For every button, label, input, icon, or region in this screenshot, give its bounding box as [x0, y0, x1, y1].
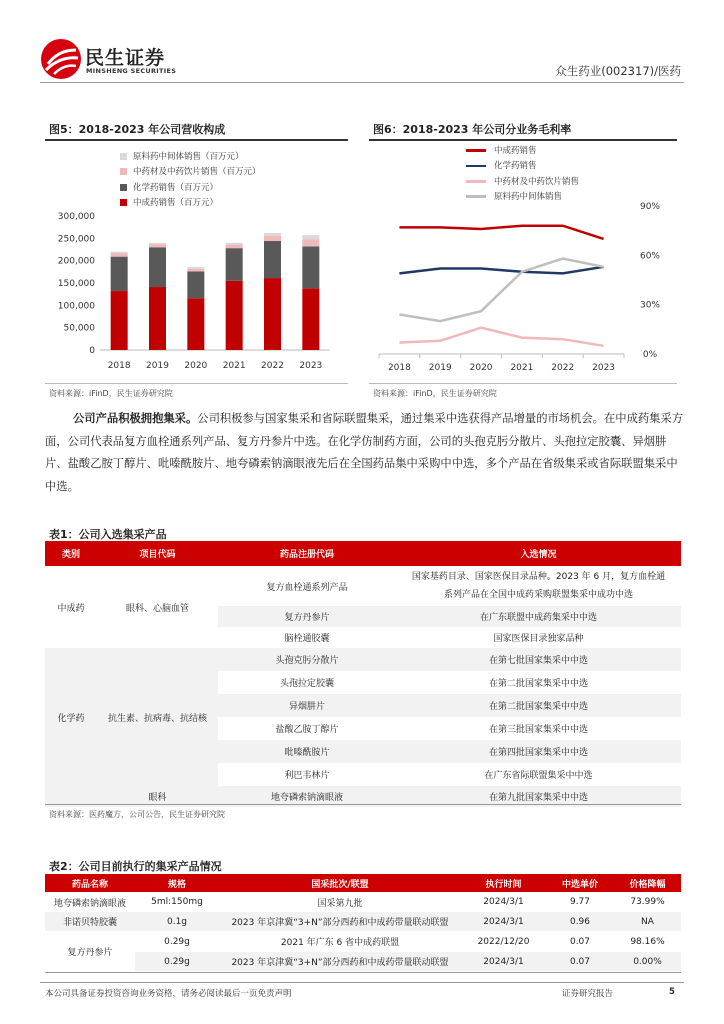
fig6-title: 图6：2018-2023 年公司分业务毛利率 — [373, 123, 572, 136]
table1-bottom-rule — [45, 804, 681, 805]
bar-segment — [111, 252, 128, 253]
x-tick-label: 2018 — [387, 363, 411, 373]
series-line — [399, 259, 603, 322]
table1-status: 在广东联盟中成药集采中中选 — [396, 606, 681, 627]
bar-segment — [226, 243, 243, 245]
table1-status: 在第三批国家集采中中选 — [488, 725, 588, 735]
table2-price: 0.07 — [569, 936, 591, 947]
y-tick-label: 60% — [639, 251, 661, 262]
table1-header-row — [45, 541, 681, 566]
table2-header: 药品名称 — [45, 874, 135, 892]
table1-drug: 头孢克肟分散片 — [218, 648, 396, 671]
bar-segment — [302, 239, 319, 246]
fig5-source-rule — [45, 383, 348, 384]
table2-name: 地夸磷索钠滴眼液 — [53, 898, 126, 909]
fig6-legend-item: 原料药中间体销售 — [466, 190, 579, 205]
table2-batch: 2023 年京津冀“3+N”部分西药和中成药带量联动联盟 — [219, 952, 461, 971]
table1-header: 项目代码 — [97, 541, 218, 566]
table1-drug: 盐酸乙胺丁醇片 — [275, 725, 339, 735]
fig6-legend-item: 中成药销售 — [466, 144, 579, 159]
legend-swatch — [120, 168, 127, 175]
x-tick-label: 2021 — [222, 361, 246, 371]
bar-segment — [187, 269, 204, 272]
fig6-legend-item: 化学药销售 — [466, 159, 579, 174]
bar-segment — [149, 244, 166, 247]
table2-header: 国采批次/联盟 — [219, 874, 461, 892]
bar-segment — [302, 288, 319, 350]
bar-segment — [111, 257, 128, 291]
x-tick-label: 2022 — [551, 363, 575, 373]
fig6-source-rule — [369, 383, 677, 384]
table-row — [45, 892, 681, 912]
table-row — [45, 648, 681, 671]
paragraph-body: 公司积极参与国家集采和省际联盟集采，通过集采中选获得产品增量的市场机会。在中成药集采方面，公司代表品复方血栓通系列产品、复方丹参片中选。在化学仿制药方面，公司的头孢克肟分散片、头孢拉定胶囊、异烟肼片、盐酸乙胺丁醇片、吡嗪酰胺片、地夸磷索钠滴眼液先后在全国药品集中采购中中选，多个产品在省级集采或省际联盟集采中中选。 — [45, 412, 684, 493]
y-tick-label: 90% — [639, 202, 661, 212]
table1-header: 类别 — [45, 541, 97, 566]
y-tick-label: 30% — [639, 300, 661, 311]
table2-batch: 2023 年京津冀“3+N”部分西药和中成药带量联动联盟 — [219, 912, 461, 931]
bar-segment — [187, 271, 204, 298]
table-row — [45, 566, 681, 606]
x-tick-label: 2023 — [592, 363, 616, 373]
table1-drug: 头孢拉定胶囊 — [279, 679, 334, 689]
table1 — [45, 541, 681, 807]
table2-bottom-rule — [45, 972, 681, 973]
bar-segment — [149, 287, 166, 350]
table1-status: 在广东省际联盟集采中中选 — [484, 771, 593, 781]
y-tick-label: 0 — [89, 346, 95, 356]
x-tick-label: 2019 — [428, 363, 452, 373]
series-line — [399, 267, 603, 274]
table2-date: 2024/3/1 — [483, 897, 524, 907]
y-tick-label: 50,000 — [63, 323, 95, 334]
series-line — [399, 328, 603, 346]
table2-spec: 0.29g — [135, 952, 219, 971]
table1-drug: 利巴韦林片 — [284, 771, 330, 781]
table2-drop: NA — [614, 912, 681, 931]
page-number: 5 — [669, 987, 675, 997]
report-subject: 众生药业(002317)/医药 — [555, 64, 681, 78]
legend-swatch — [120, 184, 127, 191]
fig5-legend-item: 化学药销售（百万元） — [120, 181, 261, 196]
table2-header-row — [45, 874, 681, 892]
bar-segment — [226, 248, 243, 281]
table2-date: 2022/12/20 — [477, 936, 530, 947]
fig6-source: 资料来源：iFinD，民生证券研究院 — [373, 389, 497, 398]
table1-drug: 地夸磷索钠滴眼液 — [218, 786, 396, 807]
table2-batch: 国采第九批 — [317, 898, 363, 909]
table1-status: 国家医保目录独家品种 — [493, 634, 584, 644]
y-tick-label: 300,000 — [57, 212, 95, 222]
table2-drop: 0.00% — [614, 952, 681, 971]
logo-english: MINSHENG SECURITIES — [86, 67, 177, 75]
table2-header: 价格降幅 — [614, 874, 681, 892]
table2-drop: 73.99% — [630, 897, 665, 907]
bar-segment — [226, 281, 243, 350]
bar-segment — [111, 291, 128, 350]
table1-status: 国家基药目录、国家医保目录品种。2023 年 6 月，复方血栓通系列产品在全国中成药采购联盟集采中成功中选 — [411, 572, 666, 600]
table1-code: 眼科、心脑血管 — [125, 603, 189, 614]
x-tick-label: 2023 — [299, 361, 323, 371]
table2-spec: 5ml:150mg — [151, 897, 203, 907]
table1-status: 在第七批国家集采中中选 — [396, 648, 681, 671]
table1-header: 药品注册代码 — [218, 541, 396, 566]
legend-swatch — [466, 180, 486, 183]
bar-segment — [264, 233, 281, 236]
x-tick-label: 2022 — [261, 361, 284, 371]
table1-title: 表1：公司入选集采产品 — [49, 528, 167, 541]
table1-source: 资料来源：医药魔方，公司公告，民生证券研究院 — [49, 810, 225, 819]
table2-price: 9.77 — [569, 897, 591, 907]
table2-title: 表2：公司目前执行的集采产品情况 — [49, 860, 222, 873]
table2-price: 0.07 — [546, 952, 614, 971]
fig5-revenue-chart — [45, 200, 345, 380]
fig5-title: 图5：2018-2023 年公司营收构成 — [49, 123, 226, 136]
fig5-legend-item: 中成药销售（百万元） — [120, 196, 261, 211]
bar-segment — [187, 267, 204, 269]
legend-swatch — [466, 165, 486, 168]
table1-status: 在第九批国家集采中中选 — [396, 786, 681, 807]
table-row — [45, 912, 681, 931]
table1-drug: 复方丹参片 — [218, 606, 396, 627]
table2-header: 规格 — [135, 874, 219, 892]
paragraph-lead: 公司产品积极拥抱集采。 — [73, 412, 198, 425]
x-tick-label: 2020 — [184, 361, 208, 371]
fig5-legend-item: 原料药中间体销售（百万元） — [120, 150, 261, 165]
table1-code: 眼科 — [97, 786, 218, 807]
table2-price: 0.96 — [546, 912, 614, 931]
y-tick-label: 0% — [642, 350, 658, 360]
table-row — [45, 931, 681, 952]
bar-segment — [264, 241, 281, 278]
footer-report-type: 证券研究报告 — [562, 989, 614, 999]
table2-spec: 0.1g — [135, 912, 219, 931]
bar-segment — [111, 253, 128, 257]
bar-segment — [264, 278, 281, 350]
fig5-source: 资料来源：iFinD，民生证券研究院 — [49, 389, 173, 398]
x-tick-label: 2020 — [469, 363, 493, 373]
x-tick-label: 2019 — [146, 361, 169, 371]
table1-header: 入选情况 — [396, 541, 681, 566]
footer-rule — [40, 982, 684, 983]
fig6-title-rule — [369, 139, 677, 141]
bar-segment — [149, 243, 166, 244]
fig6-legend-item: 中药材及中药饮片销售 — [466, 175, 579, 190]
x-tick-label: 2021 — [510, 363, 534, 373]
minsheng-logo-icon — [40, 38, 82, 80]
bar-segment — [264, 236, 281, 241]
header-rule — [40, 82, 684, 83]
bar-segment — [302, 235, 319, 239]
table1-status: 在第二批国家集采中中选 — [488, 679, 588, 689]
table-row — [45, 952, 681, 971]
bar-segment — [187, 298, 204, 350]
legend-swatch — [120, 153, 127, 160]
series-line — [399, 226, 603, 239]
table1-status: 在第二批国家集采中中选 — [396, 694, 681, 717]
table1-code: 抗生素、抗病毒、抗结核 — [97, 648, 218, 786]
table2-name: 非诺贝特胶囊 — [45, 912, 135, 931]
fig6-margin-chart — [369, 196, 679, 380]
body-paragraph — [45, 408, 685, 498]
table1-drug: 异烟肼片 — [218, 694, 396, 717]
y-tick-label: 150,000 — [57, 279, 95, 289]
table1-category: 中成药 — [57, 603, 85, 614]
bar-segment — [149, 247, 166, 287]
bar-segment — [302, 246, 319, 288]
table1-drug: 脑栓通胶囊 — [284, 634, 330, 644]
footer-disclaimer: 本公司具备证券投资咨询业务资格，请务必阅读最后一页免责声明 — [45, 989, 292, 999]
table1-drug: 吡嗪酰胺片 — [218, 740, 396, 763]
y-tick-label: 250,000 — [57, 234, 95, 245]
table2-batch: 2021 年广东 6 省中成药联盟 — [280, 938, 400, 948]
fig5-legend-item: 中药材及中药饮片销售（百万元） — [120, 165, 261, 180]
table2-date: 2024/3/1 — [461, 952, 546, 971]
table2-date: 2024/3/1 — [461, 912, 546, 931]
table2 — [45, 874, 681, 971]
legend-swatch — [466, 149, 486, 152]
table2-header: 中选单价 — [546, 874, 614, 892]
x-tick-label: 2018 — [107, 361, 131, 371]
table2-header: 执行时间 — [461, 874, 546, 892]
table2-spec: 0.29g — [164, 936, 190, 947]
y-tick-label: 100,000 — [57, 301, 95, 312]
table2-name: 复方丹参片 — [67, 947, 113, 958]
y-tick-label: 200,000 — [57, 256, 95, 267]
table1-status: 在第四批国家集采中中选 — [396, 740, 681, 763]
table1-drug: 复方血栓通系列产品 — [266, 582, 348, 593]
table2-drop: 98.16% — [630, 936, 665, 947]
fig5-title-rule — [45, 139, 348, 141]
bar-segment — [226, 245, 243, 249]
table1-category: 化学药 — [45, 648, 97, 786]
logo-name: 民生证券 — [85, 47, 166, 69]
